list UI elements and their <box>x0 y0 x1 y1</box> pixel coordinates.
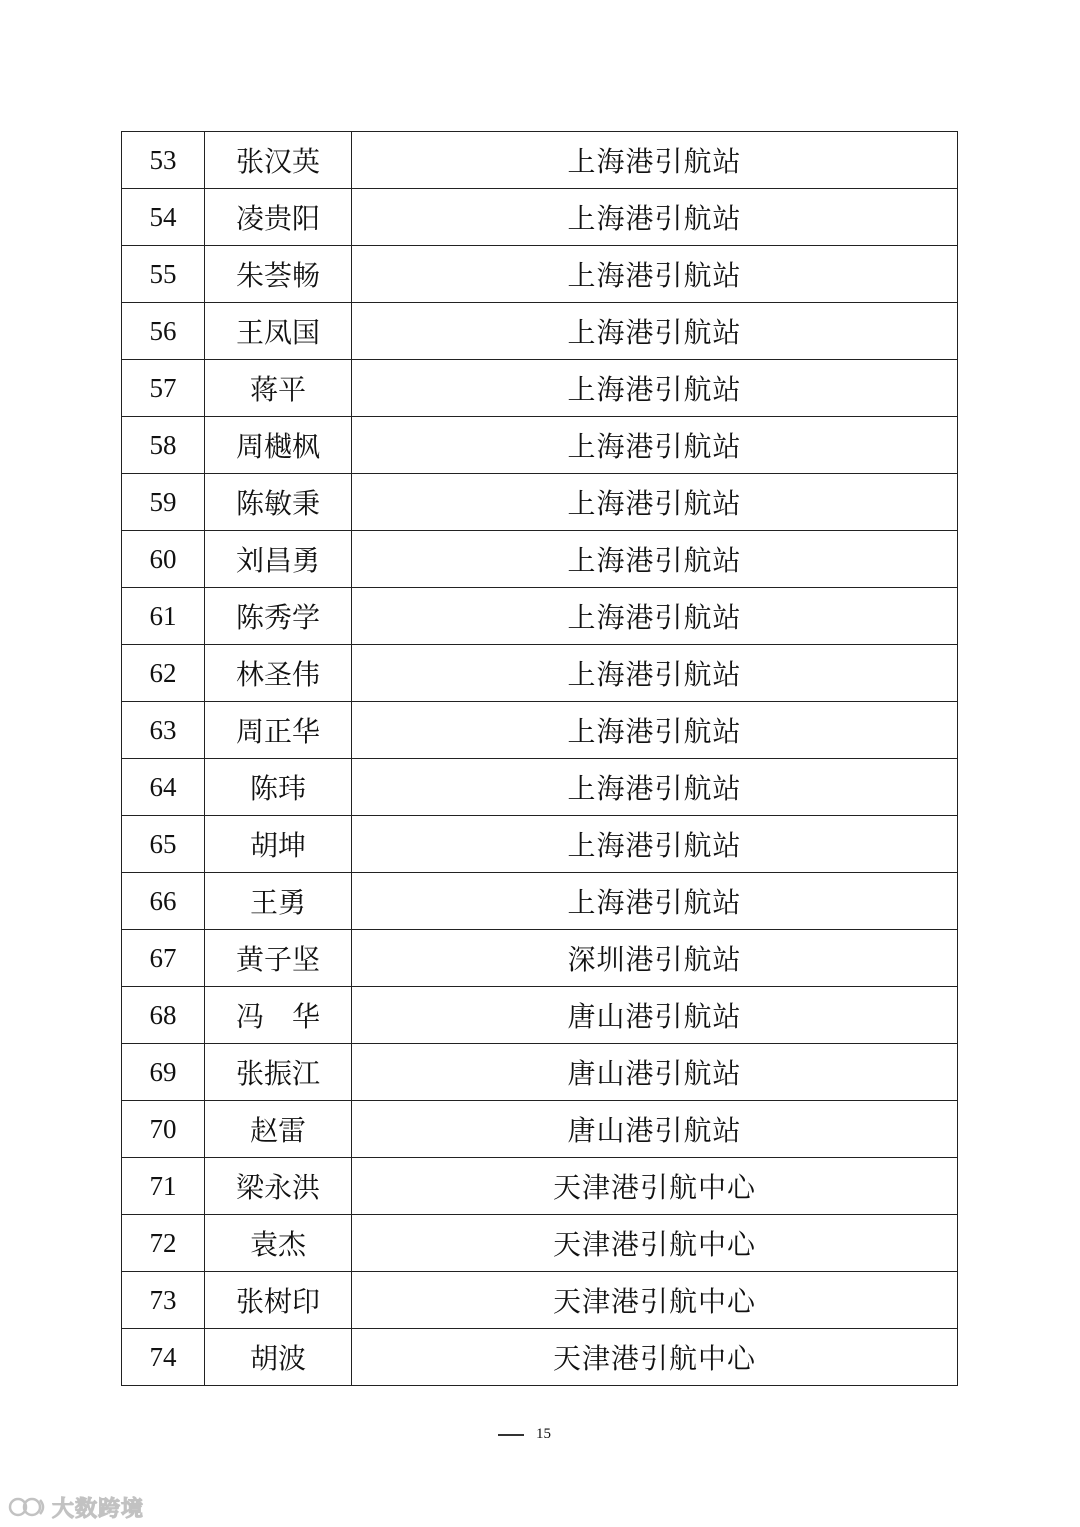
work-unit: 唐山港引航站 <box>352 1101 958 1158</box>
row-number: 68 <box>122 987 205 1044</box>
person-name: 凌贵阳 <box>205 189 352 246</box>
person-name: 刘昌勇 <box>205 531 352 588</box>
roster-table <box>121 131 958 1386</box>
watermark-text: 大数跨境 <box>52 1496 145 1522</box>
table-row <box>122 531 958 588</box>
work-unit: 深圳港引航站 <box>352 930 958 987</box>
row-number: 56 <box>122 303 205 360</box>
work-unit: 上海港引航站 <box>352 360 958 417</box>
person-name: 蒋平 <box>205 360 352 417</box>
person-name: 周樾枫 <box>205 417 352 474</box>
person-name: 黄子坚 <box>205 930 352 987</box>
person-name: 赵雷 <box>205 1101 352 1158</box>
table-row <box>122 189 958 246</box>
work-unit: 上海港引航站 <box>352 246 958 303</box>
table-row <box>122 1272 958 1329</box>
work-unit: 上海港引航站 <box>352 816 958 873</box>
row-number: 63 <box>122 702 205 759</box>
row-number: 64 <box>122 759 205 816</box>
work-unit: 唐山港引航站 <box>352 1044 958 1101</box>
page-footer <box>494 1424 614 1454</box>
work-unit: 上海港引航站 <box>352 303 958 360</box>
roster-table-body <box>122 132 958 1386</box>
table-row <box>122 1044 958 1101</box>
person-name: 冯 华 <box>205 987 352 1044</box>
person-name: 周正华 <box>205 702 352 759</box>
work-unit: 上海港引航站 <box>352 759 958 816</box>
table-row <box>122 1101 958 1158</box>
table-row <box>122 303 958 360</box>
table-row <box>122 1158 958 1215</box>
person-name: 袁杰 <box>205 1215 352 1272</box>
person-name: 梁永洪 <box>205 1158 352 1215</box>
row-number: 71 <box>122 1158 205 1215</box>
table-row <box>122 1329 958 1386</box>
row-number: 62 <box>122 645 205 702</box>
row-number: 66 <box>122 873 205 930</box>
table-row <box>122 1215 958 1272</box>
logo-icon <box>8 1494 48 1520</box>
table-row <box>122 588 958 645</box>
row-number: 53 <box>122 132 205 189</box>
row-number: 72 <box>122 1215 205 1272</box>
table-row <box>122 987 958 1044</box>
row-number: 61 <box>122 588 205 645</box>
person-name: 林圣伟 <box>205 645 352 702</box>
row-number: 65 <box>122 816 205 873</box>
row-number: 69 <box>122 1044 205 1101</box>
table-row <box>122 132 958 189</box>
watermark <box>8 1490 144 1524</box>
row-number: 55 <box>122 246 205 303</box>
person-name: 陈玮 <box>205 759 352 816</box>
person-name: 胡波 <box>205 1329 352 1386</box>
work-unit: 唐山港引航站 <box>352 987 958 1044</box>
work-unit: 上海港引航站 <box>352 531 958 588</box>
work-unit: 上海港引航站 <box>352 873 958 930</box>
person-name: 王凤国 <box>205 303 352 360</box>
work-unit: 天津港引航中心 <box>352 1215 958 1272</box>
table-row <box>122 702 958 759</box>
table-row <box>122 474 958 531</box>
work-unit: 上海港引航站 <box>352 132 958 189</box>
row-number: 59 <box>122 474 205 531</box>
row-number: 54 <box>122 189 205 246</box>
person-name: 陈敏秉 <box>205 474 352 531</box>
table-row <box>122 816 958 873</box>
row-number: 57 <box>122 360 205 417</box>
work-unit: 上海港引航站 <box>352 645 958 702</box>
row-number: 73 <box>122 1272 205 1329</box>
work-unit: 上海港引航站 <box>352 189 958 246</box>
work-unit: 天津港引航中心 <box>352 1272 958 1329</box>
table-row <box>122 645 958 702</box>
person-name: 胡坤 <box>205 816 352 873</box>
person-name: 张振江 <box>205 1044 352 1101</box>
table-row <box>122 873 958 930</box>
work-unit: 天津港引航中心 <box>352 1158 958 1215</box>
table-row <box>122 360 958 417</box>
person-name: 朱荟畅 <box>205 246 352 303</box>
work-unit: 上海港引航站 <box>352 588 958 645</box>
row-number: 74 <box>122 1329 205 1386</box>
page-number: 15 <box>536 1426 551 1442</box>
person-name: 张汉英 <box>205 132 352 189</box>
work-unit: 上海港引航站 <box>352 702 958 759</box>
table-row <box>122 930 958 987</box>
work-unit: 天津港引航中心 <box>352 1329 958 1386</box>
work-unit: 上海港引航站 <box>352 417 958 474</box>
table-row <box>122 246 958 303</box>
person-name: 张树印 <box>205 1272 352 1329</box>
person-name: 陈秀学 <box>205 588 352 645</box>
table-row <box>122 417 958 474</box>
row-number: 70 <box>122 1101 205 1158</box>
table-row <box>122 759 958 816</box>
row-number: 67 <box>122 930 205 987</box>
row-number: 58 <box>122 417 205 474</box>
footer-dash <box>498 1434 524 1436</box>
work-unit: 上海港引航站 <box>352 474 958 531</box>
row-number: 60 <box>122 531 205 588</box>
person-name: 王勇 <box>205 873 352 930</box>
